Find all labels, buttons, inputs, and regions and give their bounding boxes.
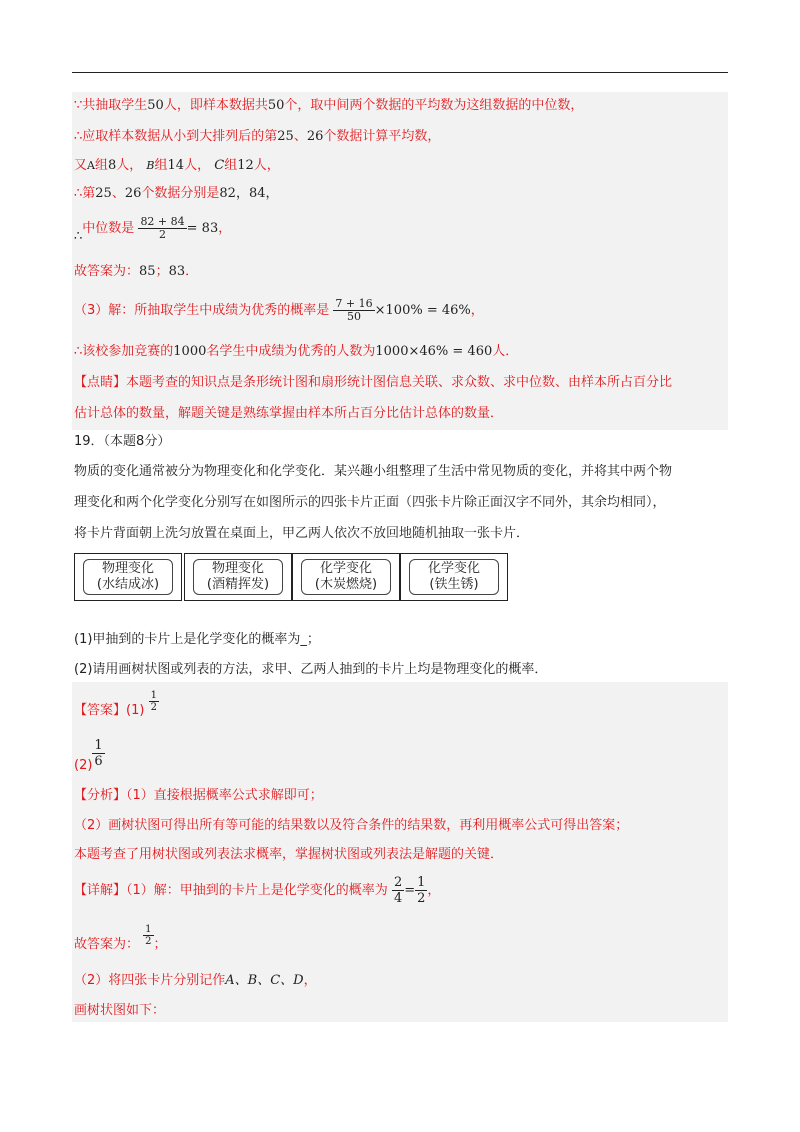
fraction bbox=[392, 875, 404, 906]
number: 50 bbox=[147, 98, 164, 113]
detail-line: 画树状图如下： bbox=[74, 1003, 166, 1018]
card-title: 物理变化 bbox=[101, 561, 154, 576]
solution-line bbox=[74, 294, 484, 328]
card-title: 化学变化 bbox=[319, 561, 372, 576]
text: ∴第 bbox=[74, 186, 96, 201]
text: ， bbox=[303, 973, 317, 988]
number: 12 bbox=[237, 158, 254, 173]
card-face bbox=[83, 559, 173, 595]
text: 人， bbox=[253, 158, 280, 173]
card-subtitle: (酒精挥发) bbox=[206, 577, 270, 592]
solution-line bbox=[74, 215, 231, 251]
solution-line bbox=[74, 96, 583, 116]
cards-figure bbox=[74, 553, 714, 603]
fraction bbox=[333, 298, 374, 323]
text: 个数据分别是 bbox=[141, 186, 220, 201]
text: 、 bbox=[293, 129, 307, 144]
text: 组 bbox=[224, 158, 238, 173]
card-subtitle: (水结成冰) bbox=[96, 577, 160, 592]
number: 82 bbox=[219, 186, 236, 201]
text: 人，即样本数据共 bbox=[163, 98, 268, 113]
numerator: 82 + 84 bbox=[140, 215, 185, 228]
text: 组 bbox=[94, 158, 108, 173]
question-text: 理变化和两个化学变化分别写在如图所示的四张卡片正面（四张卡片除正面汉字不同外，其余均相同）， bbox=[74, 495, 666, 510]
text: 组 bbox=[154, 158, 168, 173]
text: （3）解：所抽取学生中成绩为优秀的概率是 bbox=[74, 303, 330, 318]
text: （1）直接根据概率公式求解即可； bbox=[126, 788, 323, 803]
text: ∴该校参加竞赛的 bbox=[74, 344, 174, 359]
answer-label: 【答案】 bbox=[74, 703, 127, 718]
text: 中位数是 bbox=[82, 221, 135, 236]
number: 25 bbox=[277, 129, 294, 144]
numerator: 1 bbox=[150, 690, 157, 701]
solution-line bbox=[74, 156, 280, 176]
solution-line bbox=[74, 184, 279, 204]
fraction bbox=[149, 690, 159, 713]
text: 故答案为： bbox=[74, 937, 140, 952]
number: 1000 bbox=[173, 344, 207, 359]
answer-line bbox=[74, 738, 105, 782]
text: ， bbox=[265, 186, 279, 201]
letter: C bbox=[214, 158, 225, 173]
card bbox=[74, 553, 182, 601]
number: 84 bbox=[248, 186, 266, 201]
denominator: 6 bbox=[94, 754, 103, 769]
text: ， bbox=[427, 883, 441, 898]
numerator: 7 + 16 bbox=[335, 297, 373, 310]
text: 人． bbox=[492, 344, 519, 359]
fraction bbox=[92, 738, 104, 769]
text: 又 bbox=[74, 158, 88, 173]
key-point: 估计总体的数量，解题关键是熟练掌握由样本所占百分比估计总体的数量． bbox=[74, 406, 504, 421]
card-title: 化学变化 bbox=[427, 561, 480, 576]
header-rule bbox=[72, 72, 728, 73]
text: (1) bbox=[126, 703, 145, 718]
card-subtitle: (铁生锈) bbox=[429, 577, 479, 592]
fraction bbox=[415, 875, 427, 906]
text: 人， bbox=[116, 158, 143, 173]
numerator: 1 bbox=[94, 738, 103, 753]
detail-line bbox=[74, 874, 440, 908]
text: ， bbox=[470, 303, 484, 318]
text: 故答案为： bbox=[74, 264, 140, 279]
question-text: 将卡片背面朝上洗匀放置在桌面上，甲乙两人依次不放回地随机抽取一张卡片． bbox=[74, 526, 530, 541]
denominator: 2 bbox=[145, 936, 152, 947]
number: 26 bbox=[124, 186, 142, 201]
text: ； bbox=[153, 937, 167, 952]
answer-line bbox=[74, 690, 159, 726]
number: 83 bbox=[168, 264, 186, 279]
sub-question: (1)甲抽到的卡片上是化学变化的概率为_； bbox=[74, 632, 320, 647]
denominator: 4 bbox=[393, 891, 403, 906]
sub-question: (2)请用画树状图或列表的方法，求甲、乙两人抽到的卡片上均是物理变化的概率． bbox=[74, 662, 548, 677]
denominator: 2 bbox=[159, 228, 167, 241]
solution-line bbox=[74, 262, 198, 282]
text: ， bbox=[235, 186, 249, 201]
text: ∵共抽取学生 bbox=[74, 98, 148, 113]
number: 50 bbox=[267, 98, 285, 113]
analysis-line: （2）画树状图可得出所有等可能的结果数以及符合条件的结果数，再利用概率公式可得出答案； bbox=[74, 818, 629, 833]
text: 个数据计算平均数， bbox=[323, 129, 441, 144]
equals-sign: = bbox=[404, 883, 416, 898]
denominator: 2 bbox=[417, 891, 426, 906]
text: ； bbox=[155, 264, 169, 279]
numerator: 1 bbox=[145, 924, 152, 935]
text: (2) bbox=[74, 758, 93, 773]
card-title: 物理变化 bbox=[211, 561, 264, 576]
number: 25 bbox=[95, 186, 112, 201]
text: （1）解：甲抽到的卡片上是化学变化的概率为 bbox=[126, 883, 388, 898]
text: 个，取中间两个数据的平均数为这组数据的中位数， bbox=[284, 98, 584, 113]
text: ， bbox=[218, 221, 232, 236]
card-face bbox=[409, 559, 499, 595]
question-header: 19．（本题8分） bbox=[74, 434, 171, 449]
analysis-line: 本题考查了用树状图或列表法求概率，掌握树状图或列表法是解题的关键． bbox=[74, 847, 504, 862]
card-face bbox=[301, 559, 391, 595]
question-text: 物质的变化通常被分为物理变化和化学变化．某兴趣小组整理了生活中常见物质的变化，并将其中两个物 bbox=[74, 464, 673, 479]
equation: = 83 bbox=[186, 221, 219, 236]
card bbox=[184, 553, 292, 601]
text: 人， bbox=[184, 158, 211, 173]
card bbox=[400, 553, 508, 601]
detail-line bbox=[74, 971, 317, 991]
number: 26 bbox=[306, 129, 324, 144]
text: ． bbox=[185, 264, 199, 279]
number: 8 bbox=[107, 158, 117, 173]
fraction bbox=[143, 924, 153, 947]
text: ∴应取样本数据从小到大排列后的第 bbox=[74, 129, 278, 144]
text: 名学生中成绩为优秀的人数为 bbox=[206, 344, 376, 359]
letter: B bbox=[146, 159, 155, 172]
analysis-label: 【分析】 bbox=[74, 788, 127, 803]
card-subtitle: (木炭燃烧) bbox=[314, 577, 378, 592]
key-point: 【点睛】本题考查的知识点是条形统计图和扇形统计图信息关联、求众数、求中位数、由样本所占百分比 bbox=[74, 375, 673, 390]
detail-label: 【详解】 bbox=[74, 883, 127, 898]
card-face bbox=[193, 559, 283, 595]
therefore-symbol: ∴ bbox=[74, 229, 83, 244]
analysis-line bbox=[74, 786, 323, 806]
solution-line bbox=[74, 342, 518, 362]
card bbox=[292, 553, 400, 601]
detail-line bbox=[74, 924, 167, 960]
text: 、 bbox=[111, 186, 125, 201]
denominator: 2 bbox=[150, 702, 157, 713]
numerator: 2 bbox=[393, 875, 403, 890]
letter: A bbox=[87, 159, 95, 172]
number: 14 bbox=[167, 158, 185, 173]
text: （2）将四张卡片分别记作 bbox=[74, 973, 226, 988]
equation: 1000×46% = 460 bbox=[375, 344, 493, 359]
letters: A、B、C、D bbox=[225, 973, 304, 988]
number: 85 bbox=[139, 264, 156, 279]
fraction bbox=[138, 216, 186, 241]
denominator: 50 bbox=[347, 310, 362, 323]
numerator: 1 bbox=[417, 875, 426, 890]
equation: ×100% = 46% bbox=[374, 303, 471, 318]
solution-line bbox=[74, 127, 440, 147]
